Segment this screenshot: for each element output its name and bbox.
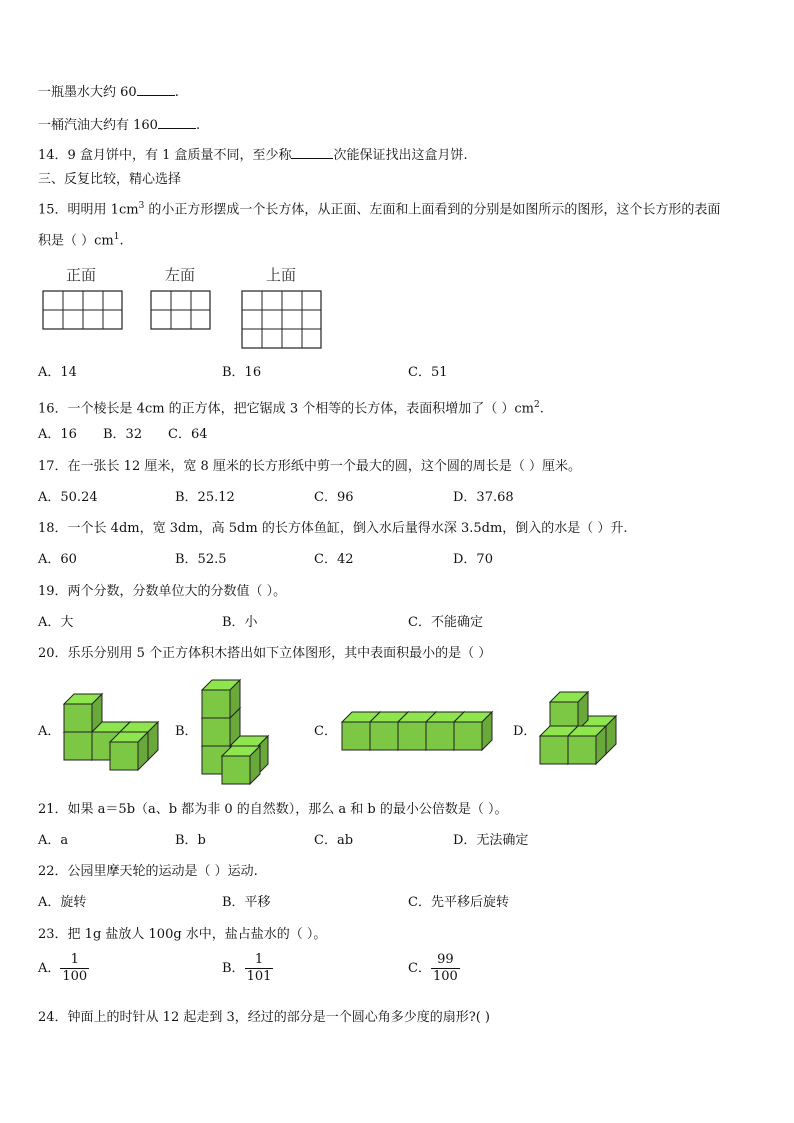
q14-text-a: 14．9 盒月饼中，有 1 盒质量不同，至少称 [38,148,292,163]
q13-line1 [38,82,179,102]
q15-option-a[interactable]: A．14 [38,365,77,380]
q21-question: 21．如果 a＝5b（a、b 都为非 0 的自然数），那么 a 和 b 的最小公倍数是（ ）。 [38,802,508,817]
q16-option-a[interactable]: A．16 [38,427,77,442]
q20-figure-b-cube [222,746,260,784]
q13-line1-text: 一瓶墨水大约 60 [38,85,137,100]
q15-option-b[interactable]: B．16 [222,365,262,380]
q15-option-c[interactable]: C．51 [408,365,448,380]
q23-fraction-a-den: 100 [62,969,88,984]
q15-text-d: . [119,233,124,249]
q13-line2 [38,115,200,135]
q20-figure-a-cube [64,694,102,732]
q23-fraction-b-den: 101 [246,969,272,984]
q23-fraction-a [60,952,89,985]
q23-fraction-b-num: 1 [245,952,274,969]
q22-question: 22．公园里摩天轮的运动是（ ）运动. [38,864,258,879]
q17-option-a[interactable]: A．50.24 [38,490,98,505]
q20-figure-c-cube [454,712,492,750]
q18-option-b[interactable]: B．52.5 [175,552,227,567]
q16-text-b: . [539,401,544,417]
q16-option-c[interactable]: C．64 [168,427,208,442]
q18-option-c[interactable]: C．42 [314,552,354,567]
q23-option-a[interactable] [38,952,89,985]
q13-line2-end: . [195,118,201,133]
q20-option-c[interactable]: C． [314,724,337,739]
q20-figure-a-cube [110,732,148,770]
q15-text-b: 的小正方形摆成一个长方体，从正面、左面和上面看到的分别是如图所示的图形，这个长方形的表面 [144,202,721,218]
q13-line1-end: . [174,85,179,100]
q17-option-d[interactable]: D．37.68 [453,490,514,505]
q16-sup: 2 [533,400,540,410]
q24-question: 24．钟面上的时针从 12 起走到 3，经过的部分是一个圆心角多少度的扇形?( ) [38,1010,490,1025]
q23-option-c-label: C． [408,961,431,976]
view-grid-front [42,290,124,330]
view-grid-top [241,290,323,350]
q16-question [38,396,544,418]
q18-option-d[interactable]: D．70 [453,552,493,567]
q17-option-c[interactable]: C．96 [314,490,354,505]
q13-blank-1[interactable] [137,82,175,96]
section-title: 三、反复比较，精心选择 [38,172,182,187]
q20-figure-b-cube [202,680,240,718]
q18-question: 18．一个长 4dm，宽 3dm，高 5dm 的长方体鱼缸，倒入水后量得水深 3.5dm，倒入的水是（ ）升. [38,521,628,536]
q13-line2-text: 一桶汽油大约有 160 [38,118,158,133]
q15-sup: 3 [138,201,145,211]
q14-question [38,145,468,165]
q23-fraction-b [245,952,274,985]
q19-option-b[interactable]: B．小 [222,615,258,630]
q23-fraction-c [431,952,460,985]
q16-option-b[interactable]: B．32 [103,427,143,442]
q23-option-b[interactable] [222,952,273,985]
q23-fraction-a-num: 1 [60,952,89,969]
q14-blank[interactable] [291,145,333,159]
q20-option-b[interactable]: B． [175,724,198,739]
view-grid-left [150,290,212,330]
q20-figure-b [198,674,278,792]
view-label-front: 正面 [66,266,97,284]
view-label-top: 上面 [266,266,297,284]
q20-figure-c [340,710,500,756]
q15-question-line1 [38,197,720,219]
q19-option-c[interactable]: C．不能确定 [408,615,483,630]
q23-option-b-label: B． [222,961,245,976]
q20-figure-d [538,690,618,772]
q23-fraction-c-den: 100 [432,969,458,984]
q17-question: 17．在一张长 12 厘米，宽 8 厘米的长方形纸中剪一个最大的圆，这个圆的周长是（ ）厘米。 [38,459,582,474]
q22-option-b[interactable]: B．平移 [222,895,271,910]
q18-option-a[interactable]: A．60 [38,552,77,567]
q23-option-c[interactable] [408,952,460,985]
q20-figure-d-cube [550,692,588,730]
q21-option-a[interactable]: A．a [38,833,69,848]
q19-question: 19．两个分数，分数单位大的分数值（ ）。 [38,584,287,599]
q21-option-d[interactable]: D．无法确定 [453,833,529,848]
q14-text-b: 次能保证找出这盒月饼. [333,148,468,163]
q15-question-line2 [38,228,124,250]
q20-option-d[interactable]: D． [513,724,537,739]
q13-blank-2[interactable] [158,115,196,129]
q16-text-a: 16．一个棱长是 4cm 的正方体，把它锯成 3 个相等的长方体，表面积增加了（ ）cm [38,401,534,417]
q23-question: 23．把 1g 盐放人 100g 水中，盐占盐水的（ ）。 [38,927,327,942]
q22-option-c[interactable]: C．先平移后旋转 [408,895,509,910]
q21-option-c[interactable]: C．ab [314,833,354,848]
view-label-left: 左面 [165,266,196,284]
q15-sup2: 1 [113,232,120,242]
q20-option-a[interactable]: A． [38,724,61,739]
q21-option-b[interactable]: B．b [175,833,206,848]
q20-figure-d-cube [568,726,606,764]
q23-fraction-c-num: 99 [431,952,460,969]
q15-text-a: 15．明明用 1cm [38,202,139,218]
q17-option-b[interactable]: B．25.12 [175,490,235,505]
q20-question: 20．乐乐分别用 5 个正方体积木搭出如下立体图形，其中表面积最小的是（ ） [38,646,492,661]
q23-option-a-label: A． [38,961,61,976]
q20-figure-a [60,690,170,772]
q19-option-a[interactable]: A．大 [38,615,74,630]
q22-option-a[interactable]: A．旋转 [38,895,87,910]
q15-text-c: 积是（ ）cm [38,233,114,249]
